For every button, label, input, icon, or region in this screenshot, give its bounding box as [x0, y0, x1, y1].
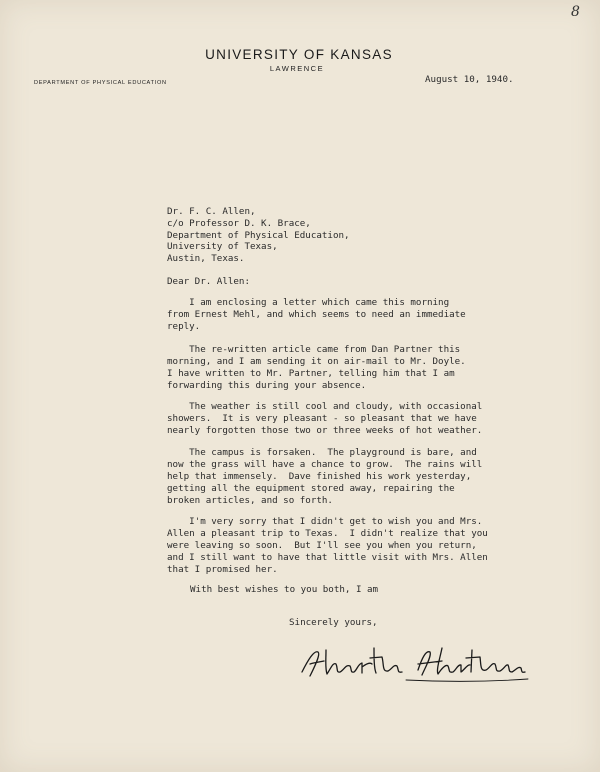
paragraph-line: The campus is forsaken. The playground is bare, and	[167, 447, 477, 458]
paragraph-line: Allen a pleasant trip to Texas. I didn't realize that you	[167, 528, 488, 539]
paragraph-line: that I promised her.	[167, 564, 278, 575]
letterhead-city: LAWRENCE	[269, 64, 325, 73]
paragraph-campus	[167, 447, 482, 507]
paragraph-line: help that immensely. Dave finished his work yesterday,	[167, 471, 472, 482]
address-line: University of Texas,	[167, 241, 278, 253]
signoff: Sincerely yours,	[289, 617, 378, 628]
paragraph-line: The weather is still cool and cloudy, with occasional	[167, 401, 483, 412]
paragraph-line: from Ernest Mehl, and which seems to need an immediate	[167, 309, 466, 320]
paragraph-line: forwarding this during your absence.	[167, 380, 367, 391]
address-line: c/o Professor D. K. Brace,	[167, 217, 311, 229]
address-line: Austin, Texas.	[167, 253, 245, 265]
paragraph-line: I'm very sorry that I didn't get to wish you and Mrs.	[167, 516, 483, 527]
paragraph-line: nearly forgotten those two or three weeks of hot weather.	[167, 425, 483, 436]
paragraph-weather	[167, 401, 482, 437]
salutation: Dear Dr. Allen:	[167, 276, 250, 287]
paragraph-line: I have written to Mr. Partner, telling him that I am	[167, 368, 455, 379]
paragraph-line: The re-written article came from Dan Partner this	[167, 344, 461, 355]
paragraph-line: and I still want to have that little visit with Mrs. Allen	[167, 552, 488, 563]
paragraph-line: now the grass will have a chance to grow. The rains will	[167, 459, 483, 470]
handwritten-signature	[296, 642, 536, 687]
page-number: 8	[571, 4, 580, 20]
paragraph-line: I am enclosing a letter which came this morning	[167, 297, 450, 308]
recipient-address	[167, 206, 350, 265]
paragraph-line: morning, and I am sending it on air-mail to Mr. Doyle.	[167, 356, 466, 367]
paragraph-enclosure	[167, 297, 466, 333]
letterhead-university: UNIVERSITY OF KANSAS	[205, 47, 393, 62]
paragraph-line: reply.	[167, 321, 201, 332]
paragraph-article	[167, 344, 466, 392]
letterhead-department: DEPARTMENT OF PHYSICAL EDUCATION	[34, 80, 167, 86]
closing-line: With best wishes to you both, I am	[190, 584, 379, 595]
letter-date: August 10, 1940.	[425, 74, 514, 85]
paragraph-line: getting all the equipment stored away, repairing the	[167, 483, 455, 494]
address-line: Dr. F. C. Allen,	[167, 206, 256, 217]
address-line: Department of Physical Education,	[167, 229, 350, 241]
paragraph-line: broken articles, and so forth.	[167, 495, 333, 506]
paragraph-line: showers. It is very pleasant - so pleasant that we have	[167, 413, 477, 424]
paragraph-line: were leaving so soon. But I'll see you when you return,	[167, 540, 477, 551]
paragraph-apology	[167, 516, 488, 576]
